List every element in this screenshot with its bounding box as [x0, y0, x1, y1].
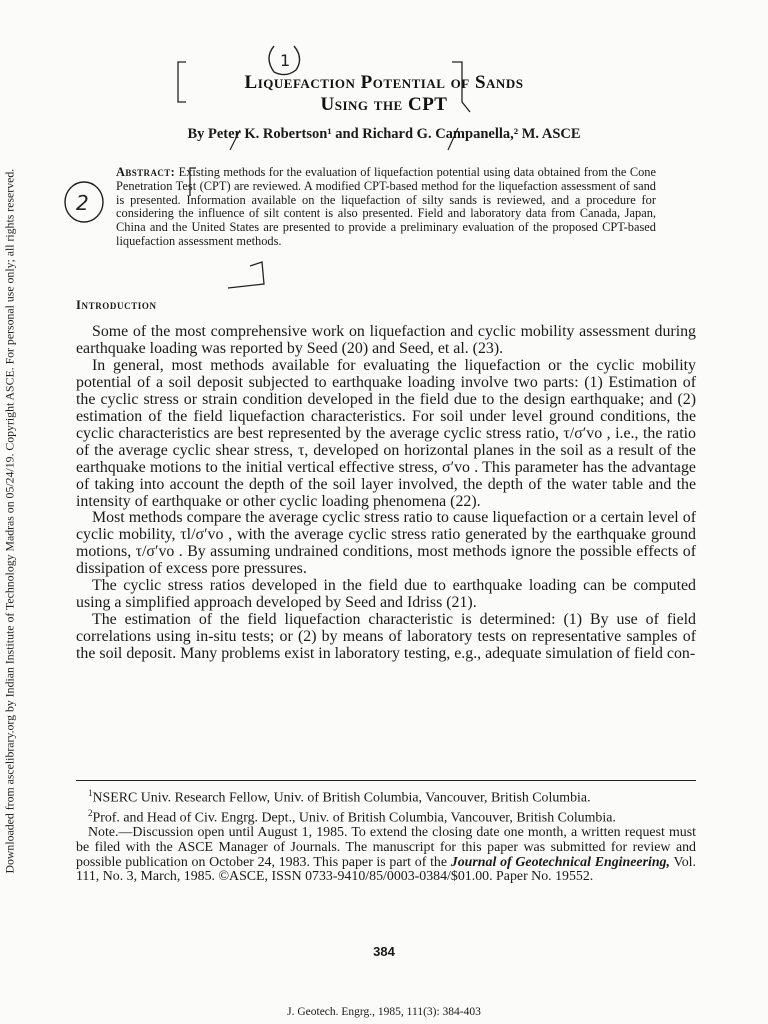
authors: By Peter K. Robertson¹ and Richard G. Campanella,² M. ASCE — [187, 126, 581, 142]
abstract — [116, 166, 656, 249]
footnote-rule — [76, 780, 696, 781]
page-number: 384 — [373, 944, 395, 959]
note-text-b: Vol. 111, No. 3, March, 1985. ©ASCE, ISSN 0733-9410/85/0003-0384/$01.00. Paper No. 19552. — [76, 854, 696, 885]
body-text — [76, 324, 696, 663]
paragraph: The estimation of the field liquefaction characteristic is determined: (1) By use of field correlations using in-situ tests; or (2) by means of laboratory tests on representative samples of the soil deposit. Many problems exist in laboratory testing, e.g., adequate simulation of field con- — [76, 611, 696, 663]
title-line-1: Liquefaction Potential of Sands — [244, 72, 524, 93]
paragraph: In general, most methods available for evaluating the liquefaction or the cyclic mobility potential of a soil deposit subjected to earthquake loading involve two parts: (1) Estimation of the cyclic stress or strain condition developed in the field due to the design earthquake; and (2) estimation of the field liquefaction characteristics. For soil under level ground conditions, the cyclic characteristics are best represented by the average cyclic stress ratio, τ/σ′vo , i.e., the ratio of the average cyclic shear stress, τ, developed on horizontal planes in the soil as a result of the earthquake motions to the initial vertical effective stress, σ′vo . This parameter has the advantage of taking into account the depth of the soil layer involved, the depth of the water table and the intensity of earthquake or other cyclic loading phenomena (22). — [76, 356, 696, 510]
footnote-2: $^2$Prof. and Head of Civ. Engrg. Dept., Univ. of British Columbia, Vancouver, British Columbia. — [88, 808, 616, 826]
footnotes — [76, 786, 696, 885]
footnote-1: $^1$NSERC Univ. Research Fellow, Univ. of British Columbia, Vancouver, British Columbia. — [88, 788, 591, 806]
handwritten-brackets — [0, 0, 768, 300]
abstract-text: Existing methods for the evaluation of liquefaction potential using data obtained from the Cone Penetration Test (CPT) are reviewed. A modified CPT-based method for the liquefaction assessment of sand is presented. Information available on the liquefaction of silty sands is reviewed, and a procedure for considering the influence of silt content is also presented. Field and laboratory data from Canada, Japan, China and the United States are presented to provide a preliminary evaluation of the proposed CPT-based liquefaction assessment methods. — [116, 165, 656, 248]
journal-name: Journal of Geotechnical Engineering, — [450, 854, 670, 870]
paragraph: Some of the most comprehensive work on liquefaction and cyclic mobility assessment during earthquake loading was reported by Seed (20) and Seed, et al. (23). — [76, 323, 696, 357]
paragraph: The cyclic stress ratios developed in the field due to earthquake loading can be computed using a simplified approach developed by Seed and Idriss (21). — [76, 577, 696, 612]
mark-1-text: 1 — [280, 51, 291, 70]
section-heading-introduction: Introduction — [76, 298, 157, 312]
paragraph: Most methods compare the average cyclic stress ratio to cause liquefaction or a certain level of cyclic mobility, τl/σ′vo , with the average cyclic stress ratio generated by the earthquake ground motions, τ/σ′vo . By assuming undrained conditions, most methods ignore the possible effects of dissipation of excess pore pressures. — [76, 509, 696, 578]
abstract-label: Abstract: — [116, 165, 176, 179]
footnote-note — [76, 826, 696, 884]
mark-2-text: 2 — [76, 191, 89, 215]
footnote-2-text: Prof. and Head of Civ. Engrg. Dept., Univ. of British Columbia, Vancouver, British Columbia. — [92, 810, 616, 826]
footnote-1-text: NSERC Univ. Research Fellow, Univ. of British Columbia, Vancouver, British Columbia. — [92, 790, 591, 806]
note-text-a: Note.—Discussion open until August 1, 1985. To extend the closing date one month, a written request must be filed with the ASCE Manager of Journals. The manuscript for this paper was submitted for review and possible publication on October 24, 1983. This paper is part of the — [76, 825, 696, 870]
citation: J. Geotech. Engrg., 1985, 111(3): 384-403 — [287, 1006, 481, 1018]
title-line-2: Using the CPT — [320, 94, 448, 115]
download-notice: Downloaded from ascelibrary.org by Indian Institute of Technology Madras on 05/24/19. Copyright ASCE. For personal use only; all rights reserved. — [2, 168, 17, 874]
